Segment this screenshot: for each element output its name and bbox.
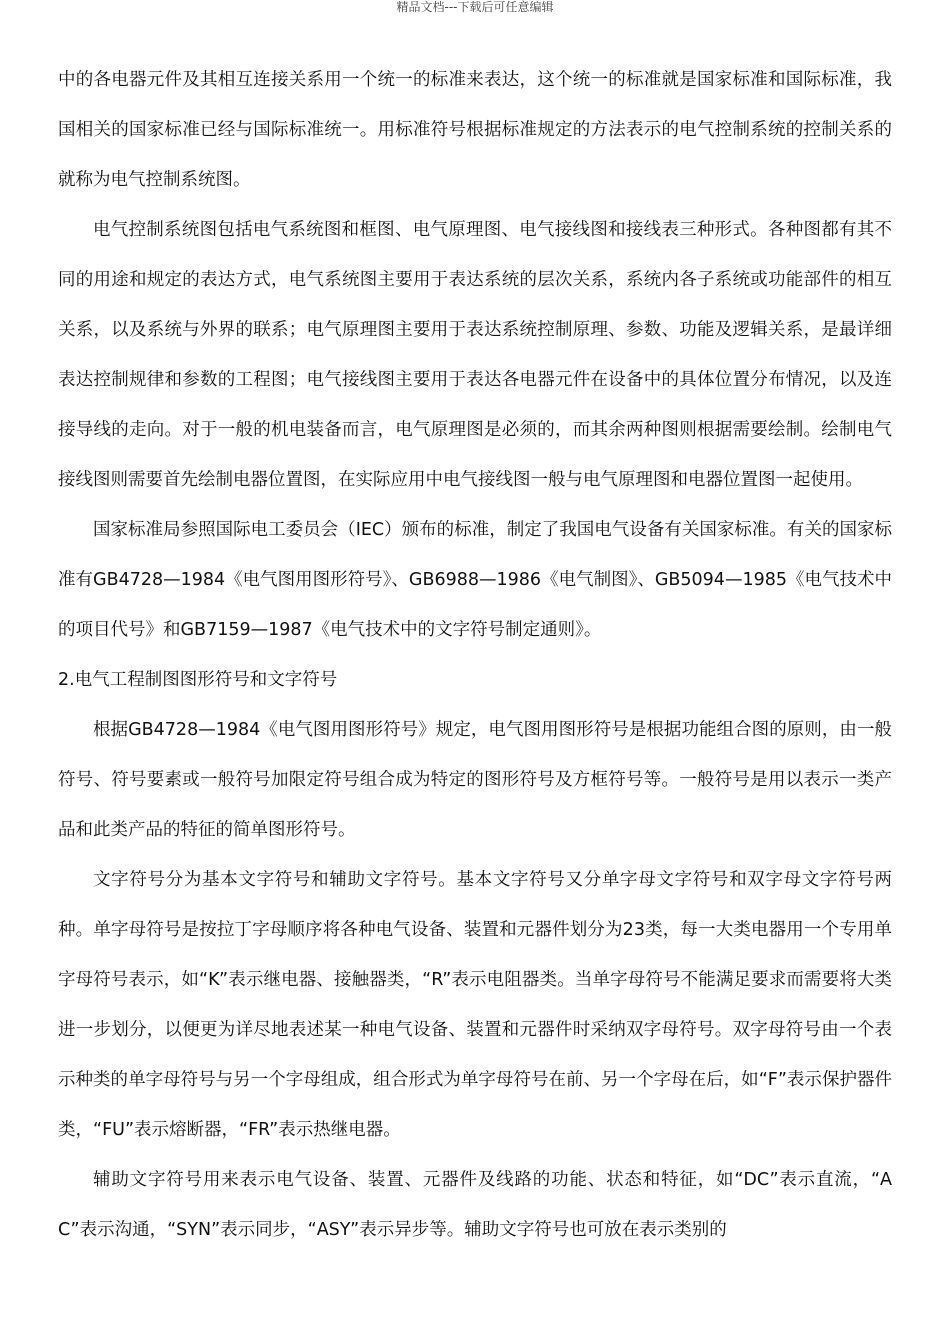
page-header: 精品文档---下载后可任意编辑 bbox=[396, 0, 554, 14]
section-heading: 2.电气工程制图图形符号和文字符号 bbox=[58, 670, 338, 690]
document-body bbox=[58, 55, 892, 1255]
paragraph-continuation: 中的各电器元件及其相互连接关系用一个统一的标准来表达，这个统一的标准就是国家标准和国际标准，我国相关的国家标准已经与国际标准统一。用标准符号根据标准规定的方法表示的电气控制系统的控制关系的就称为电气控制系统图。 bbox=[58, 70, 892, 190]
paragraph-graphic-symbols: 根据GB4728—1984《电气图用图形符号》规定，电气图用图形符号是根据功能组合图的原则，由一般符号、符号要素或一般符号加限定符号组合成为特定的图形符号及方框符号等。一般符号是用以表示一类产品和此类产品的特征的简单图形符号。 bbox=[58, 720, 892, 840]
paragraph-auxiliary-symbols: 辅助文字符号用来表示电气设备、装置、元器件及线路的功能、状态和特征，如“DC”表示直流，“AC”表示沟通，“SYN”表示同步，“ASY”表示异步等。辅助文字符号也可放在表示类别的 bbox=[58, 1170, 892, 1240]
paragraph-national-standards: 国家标准局参照国际电工委员会（IEC）颁布的标准，制定了我国电气设备有关国家标准。有关的国家标准有GB4728—1984《电气图用图形符号》、GB6988—1986《电气制图》、GB5094—1985《电气技术中的项目代号》和GB7159—1987《电气技术中的文字符号制定通则》。 bbox=[58, 520, 892, 640]
paragraph-letter-symbols: 文字符号分为基本文字符号和辅助文字符号。基本文字符号又分单字母文字符号和双字母文字符号两种。单字母符号是按拉丁字母顺序将各种电气设备、装置和元器件划分为23类，每一大类电器用一个专用单字母符号表示，如“K”表示继电器、接触器类，“R”表示电阻器类。当单字母符号不能满足要求而需要将大类进一步划分，以便更为详尽地表述某一种电气设备、装置和元器件时采纳双字母符号。双字母符号由一个表示种类的单字母符号与另一个字母组成，组合形式为单字母符号在前、另一个字母在后，如“F”表示保护器件类，“FU”表示熔断器，“FR”表示热继电器。 bbox=[58, 870, 892, 1140]
paragraph-diagram-types: 电气控制系统图包括电气系统图和框图、电气原理图、电气接线图和接线表三种形式。各种图都有其不同的用途和规定的表达方式，电气系统图主要用于表达系统的层次关系，系统内各子系统或功能部件的相互关系，以及系统与外界的联系；电气原理图主要用于表达系统控制原理、参数、功能及逻辑关系，是最详细表达控制规律和参数的工程图；电气接线图主要用于表达各电器元件在设备中的具体位置分布情况，以及连接导线的走向。对于一般的机电装备而言，电气原理图是必须的，而其余两种图则根据需要绘制。绘制电气接线图则需要首先绘制电器位置图，在实际应用中电气接线图一般与电气原理图和电器位置图一起使用。 bbox=[58, 220, 892, 490]
